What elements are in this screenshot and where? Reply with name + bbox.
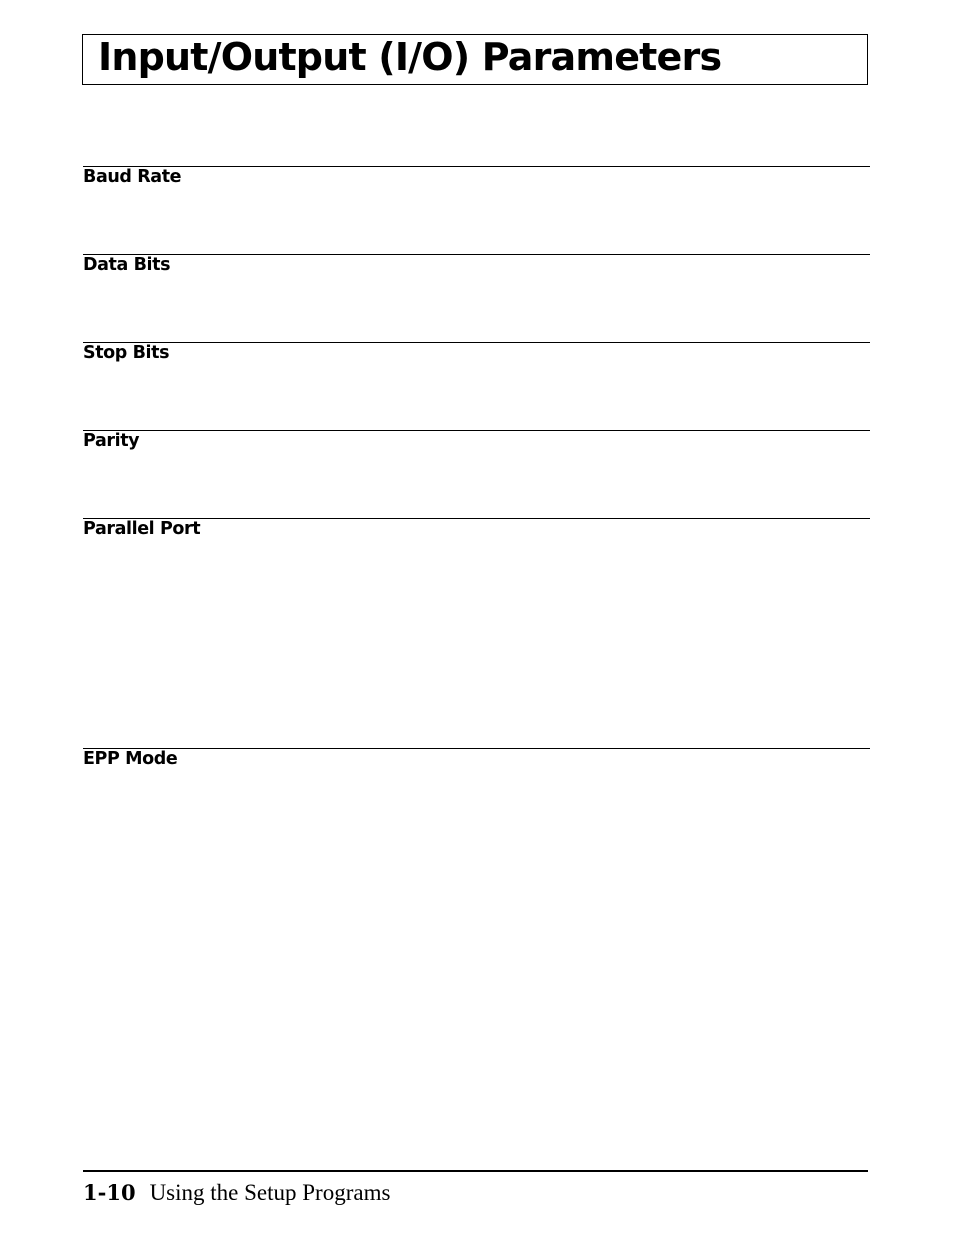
- section-parity: [83, 430, 870, 451]
- section-stop-bits: [83, 342, 870, 363]
- section-heading-epp-mode: EPP Mode: [83, 749, 178, 769]
- section-heading-parity: Parity: [83, 431, 140, 451]
- footer-page-number: 1-10: [83, 1180, 136, 1205]
- page-footer: [83, 1170, 868, 1209]
- footer-line: [83, 1180, 868, 1209]
- section-parallel-port: [83, 518, 870, 539]
- page-title-box: [82, 34, 868, 85]
- section-heading-parallel-port: Parallel Port: [83, 519, 201, 539]
- page-title: Input/Output (I/O) Parameters: [98, 35, 722, 79]
- section-heading-stop-bits: Stop Bits: [83, 343, 170, 363]
- section-baud-rate: [83, 166, 870, 187]
- section-heading-baud-rate: Baud Rate: [83, 167, 182, 187]
- section-data-bits: [83, 254, 870, 275]
- footer-chapter-title: Using the Setup Programs: [149, 1180, 391, 1205]
- footer-divider: [83, 1170, 868, 1172]
- section-heading-data-bits: Data Bits: [83, 255, 171, 275]
- section-epp-mode: [83, 748, 870, 769]
